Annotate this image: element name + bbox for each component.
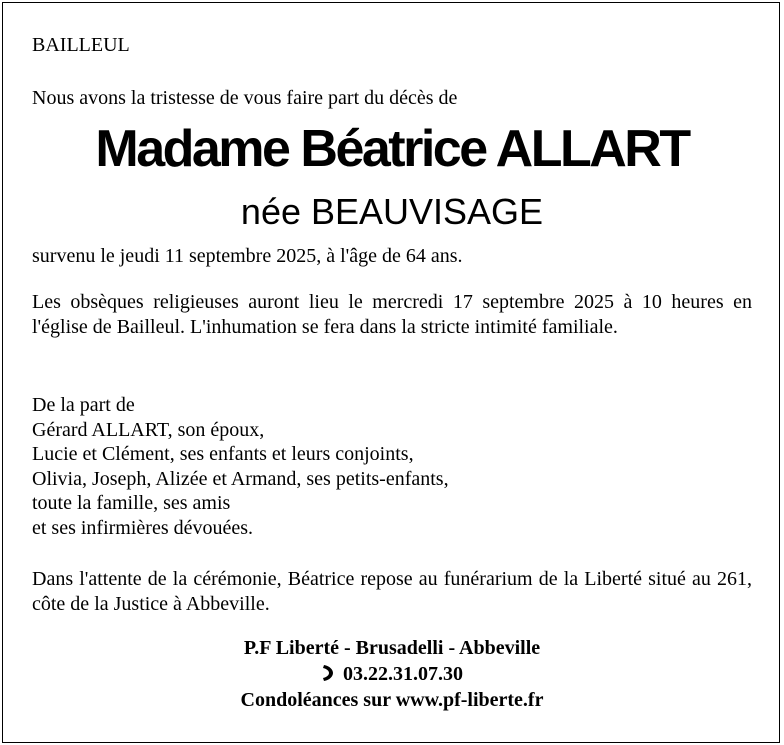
family-header: De la part de [32, 394, 135, 416]
family-line: et ses infirmières dévouées. [32, 516, 254, 539]
notice-frame [2, 2, 780, 743]
funeral-company: P.F Liberté - Brusadelli - Abbeville [243, 637, 541, 659]
maiden-name: née BEAUVISAGE [240, 191, 544, 232]
phone-number: 03.22.31.07.30 [343, 663, 463, 685]
family-line: Olivia, Joseph, Alizée et Armand, ses petits-enfants, [32, 467, 449, 490]
deceased-name: Madame Béatrice ALLART [95, 120, 689, 178]
condolences-text: Condoléances sur www.pf-liberte.fr [240, 689, 544, 711]
intro-text: Nous avons la tristesse de vous faire part du décès de [32, 87, 458, 109]
funeral-info: Les obsèques religieuses auront lieu le mercredi 17 septembre 2025 à 10 heures en l'église de Bailleul. L'inhumation se fera dans la stricte intimité familiale. [32, 291, 752, 338]
family-line: Lucie et Clément, ses enfants et leurs conjoints, [32, 443, 414, 465]
phone-icon [321, 662, 335, 686]
rest-info: Dans l'attente de la cérémonie, Béatrice repose au funérarium de la Liberté situé au 261, côte de la Justice à Abbeville. [32, 568, 752, 615]
family-line: toute la famille, ses amis [32, 492, 231, 514]
phone-line [0, 662, 784, 686]
location-heading: BAILLEUL [32, 34, 130, 56]
death-info: survenu le jeudi 11 septembre 2025, à l'âge de 64 ans. [32, 245, 463, 267]
family-line: Gérard ALLART, son époux, [32, 418, 265, 441]
family-section [32, 393, 449, 540]
